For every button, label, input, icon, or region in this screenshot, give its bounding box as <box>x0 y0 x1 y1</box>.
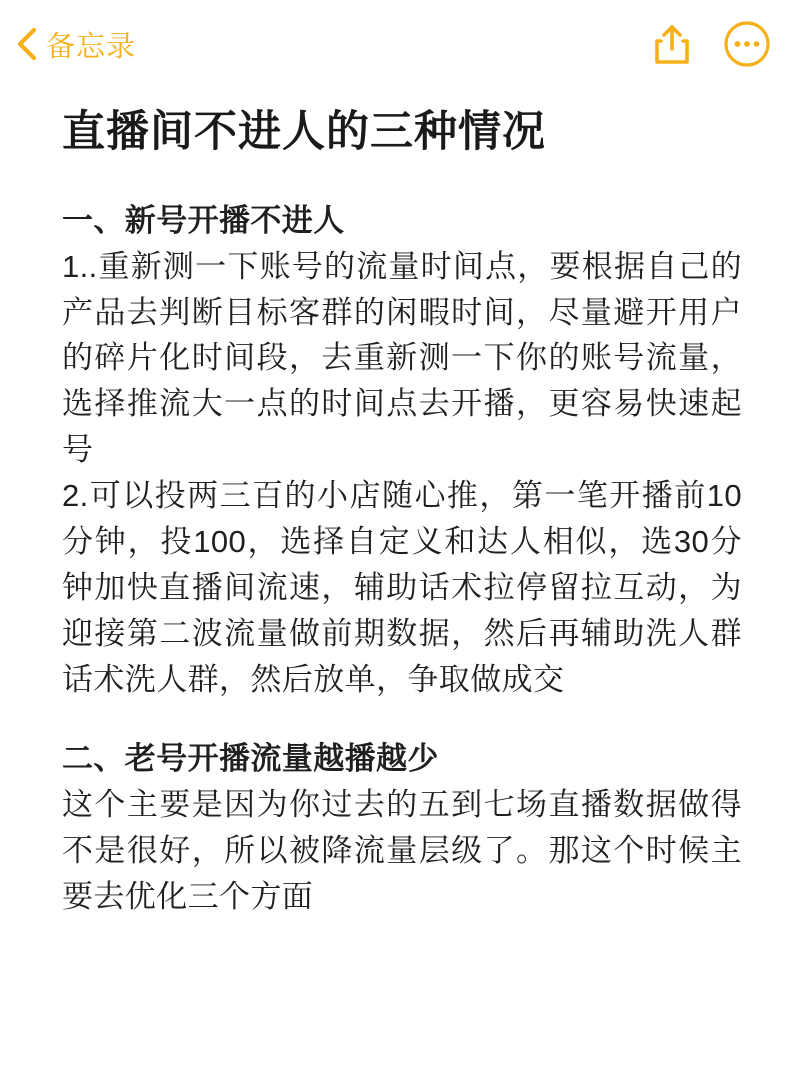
note-title: 直播间不进人的三种情况 <box>62 108 546 156</box>
paragraph-spacer <box>62 702 742 736</box>
note-paragraph: 2.可以投两三百的小店随心推，第一笔开播前10分钟，投100，选择自定义和达人相似，选30分钟加快直播间流速，辅助话术拉停留拉互动，为迎接第二波流量做前期数据，然后再辅助洗人群话术洗人群，然后放单，争取做成交 <box>62 478 742 697</box>
note-content[interactable] <box>0 88 800 920</box>
note-paragraph: 这个主要是因为你过去的五到七场直播数据做得不是很好，所以被降流量层级了。那这个时候主要去优化三个方面 <box>62 787 742 914</box>
top-navigation-bar <box>0 0 800 88</box>
chevron-left-icon <box>14 27 40 61</box>
share-icon[interactable] <box>654 23 690 65</box>
back-button[interactable] <box>14 24 136 65</box>
top-bar-actions <box>654 21 770 67</box>
note-section-heading: 二、老号开播流量越播越少 <box>62 741 439 777</box>
more-ellipsis-icon[interactable] <box>724 21 770 67</box>
note-paragraph: 1..重新测一下账号的流量时间点，要根据自己的产品去判断目标客群的闲暇时间，尽量避开用户的碎片化时间段，去重新测一下你的账号流量，选择推流大一点的时间点去开播，更容易快速起号 <box>62 248 742 468</box>
back-button-label: 备忘录 <box>46 30 137 63</box>
note-section-heading: 一、新号开播不进人 <box>62 202 345 238</box>
